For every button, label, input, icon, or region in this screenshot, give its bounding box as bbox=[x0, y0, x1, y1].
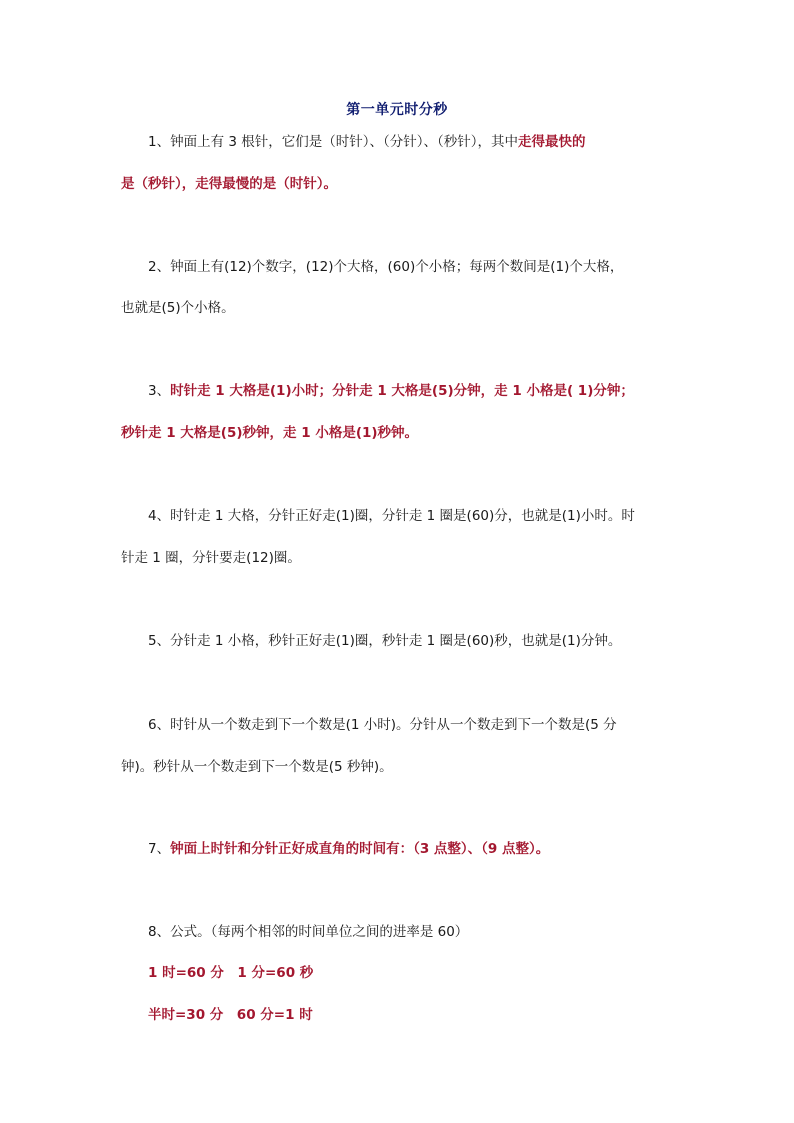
item-7-line-1 bbox=[148, 840, 549, 858]
item-3-highlight: 时针走 1 大格是(1)小时；分针走 1 大格是(5)分钟，走 1 小格是( 1)分钟； bbox=[170, 383, 634, 399]
item-1-highlight: 走得最快的 bbox=[518, 134, 586, 150]
item-4-line-1: 4、时针走 1 大格，分针正好走(1)圈，分针走 1 圈是(60)分，也就是(1)小时。时 bbox=[148, 508, 635, 524]
item-7-highlight: 钟面上时针和分针正好成直角的时间有：（3 点整）、（9 点整）。 bbox=[170, 841, 550, 857]
item-4-line-2: 针走 1 圈，分针要走(12)圈。 bbox=[121, 550, 301, 566]
item-8-formula-1: 1 时=60 分 1 分=60 秒 bbox=[148, 965, 314, 981]
page-title: 第一单元时分秒 bbox=[346, 102, 448, 118]
item-3-line-1 bbox=[148, 382, 634, 400]
item-8-line-1: 8、公式。（每两个相邻的时间单位之间的进率是 60） bbox=[148, 924, 469, 940]
item-6-line-1: 6、时针从一个数走到下一个数是(1 小时)。分针从一个数走到下一个数是(5 分 bbox=[148, 717, 617, 733]
item-1-line-2: 是（秒针），走得最慢的是（时针）。 bbox=[121, 176, 337, 192]
item-7-number: 7、 bbox=[148, 841, 171, 857]
item-8-formula-2: 半时=30 分 60 分=1 时 bbox=[148, 1007, 313, 1023]
item-5-line-1: 5、分针走 1 小格，秒针正好走(1)圈，秒针走 1 圈是(60)秒，也就是(1)分钟。 bbox=[148, 633, 622, 649]
item-2-line-1: 2、钟面上有(12)个数字，(12)个大格，(60)个小格；每两个数间是(1)个大格， bbox=[148, 259, 624, 275]
item-1-number: 1、 bbox=[148, 134, 171, 150]
item-1-line-1 bbox=[148, 133, 586, 151]
item-1-text: 钟面上有 3 根针，它们是（时针）、（分针）、（秒针），其中 bbox=[170, 134, 519, 150]
item-6-line-2: 钟)。秒针从一个数走到下一个数是(5 秒钟)。 bbox=[121, 759, 393, 775]
item-3-number: 3、 bbox=[148, 383, 171, 399]
item-3-line-2: 秒针走 1 大格是(5)秒钟，走 1 小格是(1)秒钟。 bbox=[121, 425, 419, 441]
item-2-line-2: 也就是(5)个小格。 bbox=[121, 300, 235, 316]
